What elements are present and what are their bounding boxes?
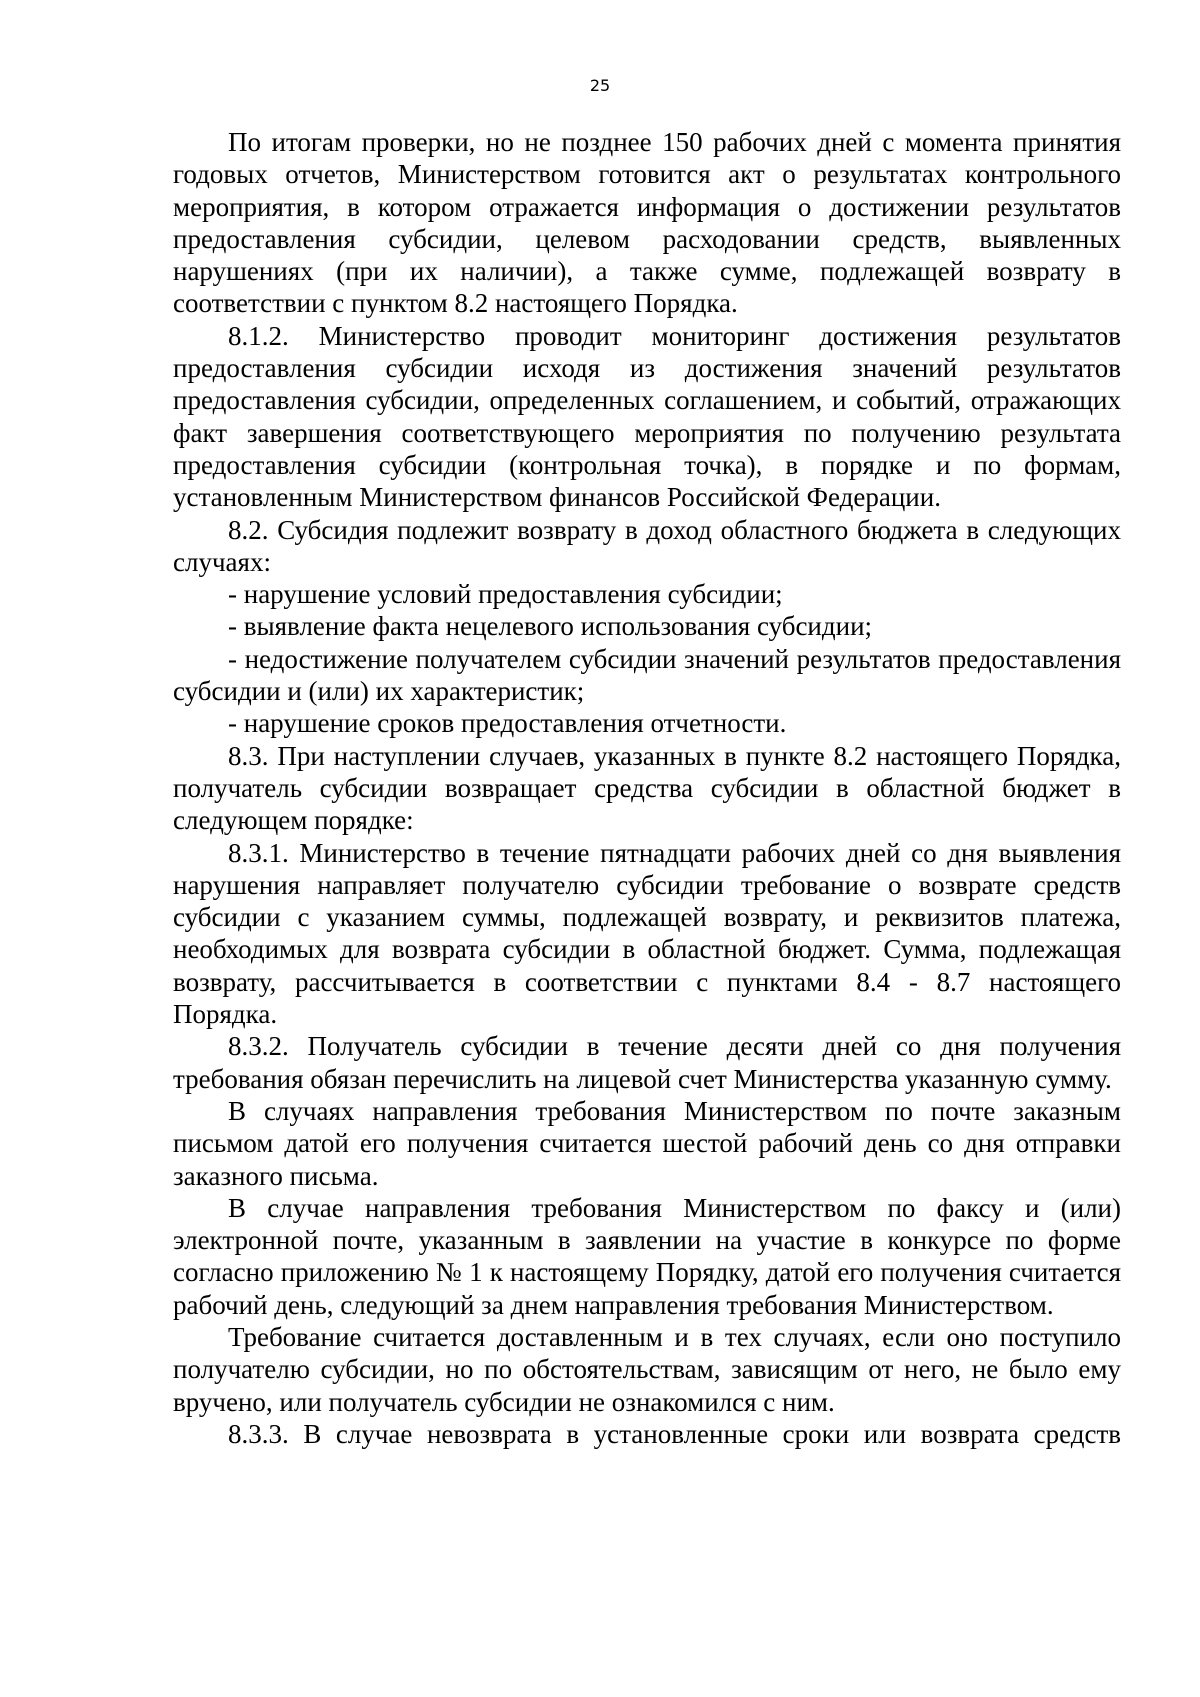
paragraph-8-1-2: 8.1.2. Министерство проводит мониторинг достижения результатов предоставления субсидии исходя из достижения значений результатов предоставления субсидии, определенных соглашением, и событий, отражающих факт завершения соответствующего мероприятия по получению результата предоставления субсидии (контрольная точка), в порядке и по формам, установленным Министерством финансов Российской Федерации. (173, 320, 1121, 513)
paragraph-8-3-2: 8.3.2. Получатель субсидии в течение десяти дней со дня получения требования обязан перечислить на лицевой счет Министерства указанную сумму. (173, 1031, 1121, 1094)
paragraph-8-3: 8.3. При наступлении случаев, указанных в пункте 8.2 настоящего Порядка, получатель субсидии возвращает средства субсидии в областной бюджет в следующем порядке: (173, 740, 1121, 836)
list-item-reporting-deadlines: - нарушение сроков предоставления отчетности. (228, 708, 787, 739)
paragraph-audit-act: По итогам проверки, но не позднее 150 рабочих дней с момента принятия годовых отчетов, Министерством готовится акт о результатах контрольного мероприятия, в котором отражается информация о достижении результатов предоставления субсидии, целевом расходовании средств, выявленных нарушениях (при их наличии), а также сумме, подлежащей возврату в соответствии с пунктом 8.2 настоящего Порядка. (173, 127, 1121, 319)
paragraph-8-2: 8.2. Субсидия подлежит возврату в доход областного бюджета в следующих случаях: (173, 514, 1121, 577)
paragraph-delivered: Требование считается доставленным и в тех случаях, если оно поступило получателю субсидии, но по обстоятельствам, зависящим от него, не было ему вручено, или получатель субсидии не ознакомился с ним. (173, 1321, 1121, 1417)
document-body (173, 126, 1121, 1450)
list-item-non-achievement: - недостижение получателем субсидии значений результатов предоставления субсидии и (или) их характеристик; (173, 643, 1121, 707)
list-item-misuse: - выявление факта нецелевого использования субсидии; (228, 611, 873, 642)
paragraph-fax-email: В случае направления требования Министерством по факсу и (или) электронной почте, указанным в заявлении на участие в конкурсе по форме согласно приложению № 1 к настоящему Порядку, датой его получения считается рабочий день, следующий за днем направления требования Министерством. (173, 1192, 1121, 1320)
page-number: 25 (589, 76, 611, 95)
paragraph-8-3-3: 8.3.3. В случае невозврата в установленные сроки или возврата средств (228, 1418, 1121, 1449)
paragraph-registered-mail: В случаях направления требования Министерством по почте заказным письмом датой его получения считается шестой рабочий день со дня отправки заказного письма. (173, 1095, 1121, 1191)
list-item-violation-conditions: - нарушение условий предоставления субсидии; (228, 579, 783, 610)
paragraph-8-3-1: 8.3.1. Министерство в течение пятнадцати рабочих дней со дня выявления нарушения направляет получателю субсидии требование о возврате средств субсидии с указанием суммы, подлежащей возврату, и реквизитов платежа, необходимых для возврата субсидии в областной бюджет. Сумма, подлежащая возврату, рассчитывается в соответствии с пунктами 8.4 - 8.7 настоящего Порядка. (173, 837, 1121, 1030)
